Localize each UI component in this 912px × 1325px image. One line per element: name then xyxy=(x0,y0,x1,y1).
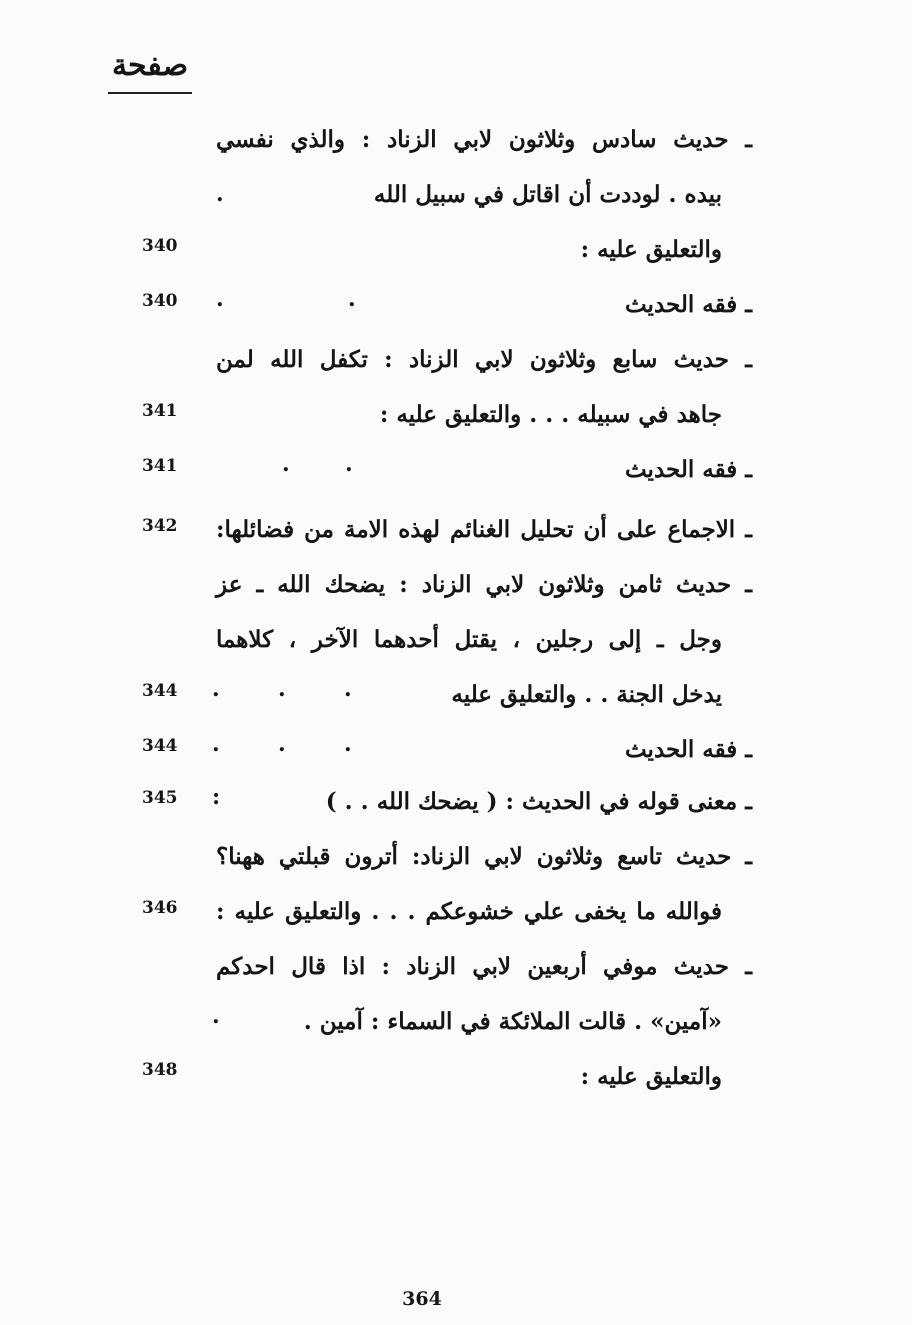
page-number: 344 xyxy=(142,736,178,756)
toc-line: ـ حديث سادس وثلاثون لابي الزناد : والذي نفسي xyxy=(216,126,752,153)
toc-line: «آمين» . قالت الملائكة في السماء : آمين . xyxy=(303,1008,722,1035)
folio-number: 364 xyxy=(402,1288,442,1310)
leader-dots: . xyxy=(212,1003,220,1029)
toc-line: ـ فقه الحديث xyxy=(624,456,752,483)
toc-line: والتعليق عليه : xyxy=(580,1063,722,1090)
header-underline xyxy=(108,92,192,94)
page-number: 345 xyxy=(142,788,178,808)
leader-dots: . xyxy=(212,676,220,702)
toc-line: ـ معنى قوله في الحديث : ( يضحك الله . . ) xyxy=(325,788,752,815)
leader-dots: . xyxy=(282,451,290,477)
toc-line: ـ حديث موفي أربعين لابي الزناد : اذا قال احدكم xyxy=(216,953,752,980)
page-number: 348 xyxy=(142,1060,178,1080)
column-header-page: صفحة xyxy=(111,48,189,83)
page-number: 340 xyxy=(142,236,178,256)
toc-line: ـ فقه الحديث xyxy=(624,291,752,318)
toc-line: بيده . لوددت أن اقاتل في سبيل الله xyxy=(373,181,722,208)
leader-dots: . xyxy=(216,286,224,312)
page-number: 340 xyxy=(142,291,178,311)
toc-line: والتعليق عليه : xyxy=(580,236,722,263)
toc-line: ـ فقه الحديث xyxy=(624,736,752,763)
leader-dots: . xyxy=(278,676,286,702)
page-number: 341 xyxy=(142,401,178,421)
page-number: 346 xyxy=(142,898,178,918)
toc-line: ـ حديث سابع وثلاثون لابي الزناد : تكفل الله لمن xyxy=(216,346,752,373)
leader-dots: . xyxy=(278,731,286,757)
toc-line: وجل ـ إلى رجلين ، يقتل أحدهما الآخر ، كلاهما xyxy=(216,626,722,653)
leader-dots: . xyxy=(216,181,224,207)
leader-dots: . xyxy=(212,731,220,757)
toc-line: فوالله ما يخفى علي خشوعكم . . . والتعليق عليه : xyxy=(216,898,722,925)
toc-line: يدخل الجنة . . والتعليق عليه xyxy=(451,681,722,708)
toc-line: ـ الاجماع على أن تحليل الغنائم لهذه الامة من فضائلها: xyxy=(216,516,752,543)
leader-dots: . xyxy=(344,731,352,757)
page-number: 342 xyxy=(142,516,178,536)
toc-line: جاهد في سبيله . . . والتعليق عليه : xyxy=(379,401,722,428)
page-number: 344 xyxy=(142,681,178,701)
leader-dots: . xyxy=(348,286,356,312)
page-number: 341 xyxy=(142,456,178,476)
toc-line: ـ حديث تاسع وثلاثون لابي الزناد: أترون قبلتي ههنا؟ xyxy=(216,843,752,870)
leader-dots: . xyxy=(344,676,352,702)
toc-line: ـ حديث ثامن وثلاثون لابي الزناد : يضحك الله ـ عز xyxy=(216,571,752,598)
leader-dots: . xyxy=(345,451,353,477)
leader-dots: : xyxy=(212,784,221,810)
